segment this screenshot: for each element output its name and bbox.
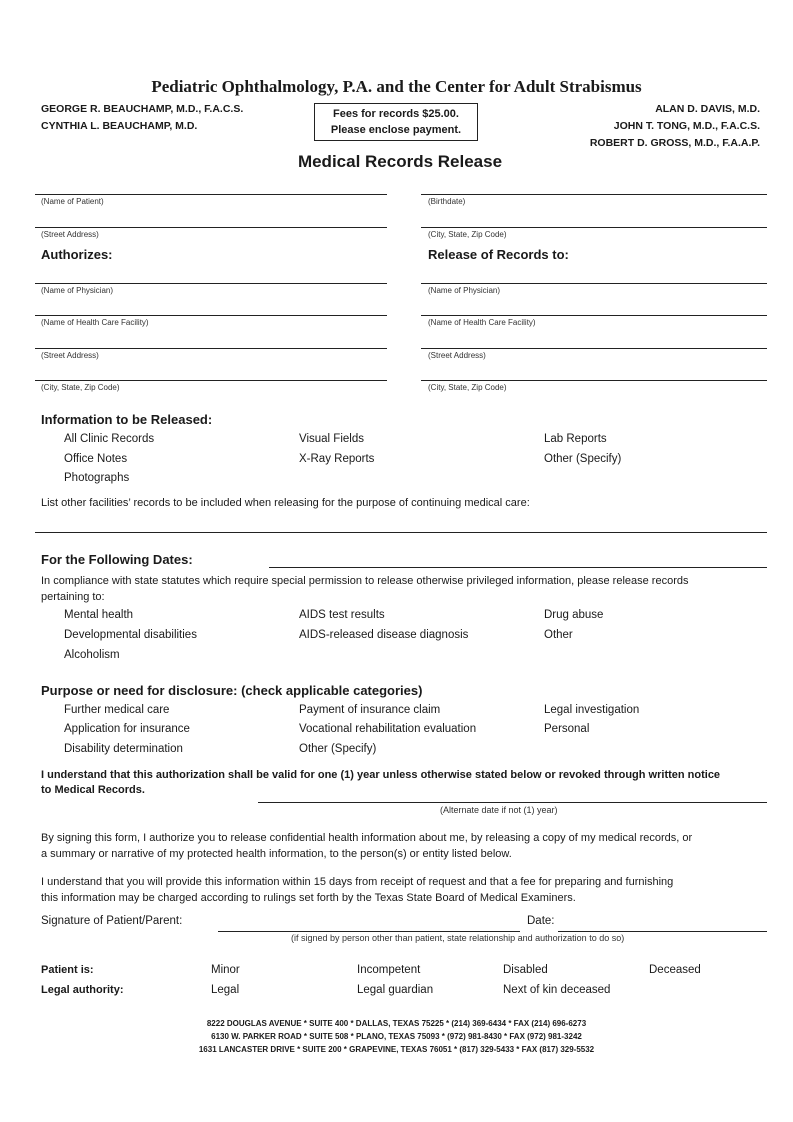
option-lab-reports[interactable]: Lab Reports bbox=[544, 433, 607, 445]
release-facility-caption: (Name of Health Care Facility) bbox=[428, 318, 536, 327]
legal-authority-label: Legal authority: bbox=[41, 984, 124, 996]
consent-p1-line-1: By signing this form, I authorize you to release confidential health information about me, by releasing a copy of my medical records, or bbox=[41, 832, 693, 844]
practice-title: Pediatric Ophthalmology, P.A. and the Center for Adult Strabismus bbox=[151, 77, 642, 96]
release-street-field[interactable] bbox=[421, 348, 767, 349]
doctor-name: ALAN D. DAVIS, M.D. bbox=[655, 103, 760, 115]
option-alcoholism[interactable]: Alcoholism bbox=[64, 649, 120, 661]
birthdate-field[interactable] bbox=[421, 194, 767, 195]
auth-physician-caption: (Name of Physician) bbox=[41, 286, 114, 295]
alternate-date-caption: (Alternate date if not (1) year) bbox=[440, 805, 558, 815]
other-facilities-text: List other facilities’ records to be included when releasing for the purpose of continuing medical care: bbox=[41, 497, 530, 509]
validity-line-2: to Medical Records. bbox=[41, 784, 145, 796]
patient-is-label: Patient is: bbox=[41, 964, 94, 976]
info-released-heading: Information to be Released: bbox=[41, 412, 213, 427]
address-line: 6130 W. PARKER ROAD * SUITE 508 * PLANO, TEXAS 75093 * (972) 981-8430 * FAX (972) 981-3242 bbox=[211, 1032, 582, 1041]
signature-caption: (if signed by person other than patient, state relationship and authorization to do so) bbox=[291, 933, 625, 943]
option-aids-released-diagnosis[interactable]: AIDS-released disease diagnosis bbox=[299, 629, 469, 641]
option-minor[interactable]: Minor bbox=[211, 964, 240, 976]
option-mental-health[interactable]: Mental health bbox=[64, 609, 134, 621]
patient-name-field[interactable] bbox=[35, 194, 387, 195]
signature-label: Signature of Patient/Parent: bbox=[41, 915, 183, 927]
auth-city-caption: (City, State, Zip Code) bbox=[41, 383, 120, 392]
option-drug-abuse[interactable]: Drug abuse bbox=[544, 609, 604, 621]
fee-line: Please enclose payment. bbox=[330, 124, 462, 136]
option-aids-test-results[interactable]: AIDS test results bbox=[299, 609, 385, 621]
doctor-name: CYNTHIA L. BEAUCHAMP, M.D. bbox=[41, 120, 198, 132]
signature-date-field[interactable] bbox=[558, 931, 767, 932]
release-city-field[interactable] bbox=[421, 380, 767, 381]
option-legal-investigation[interactable]: Legal investigation bbox=[544, 704, 640, 716]
release-to-heading: Release of Records to: bbox=[428, 247, 569, 262]
option-application-insurance[interactable]: Application for insurance bbox=[64, 723, 190, 735]
validity-line-1: I understand that this authorization shall be valid for one (1) year unless otherwise stated below or revoked through written notice bbox=[41, 769, 721, 781]
consent-p1-line-2: a summary or narrative of my protected health information, to the person(s) or entity listed below. bbox=[41, 848, 512, 860]
other-facilities-field[interactable] bbox=[35, 532, 767, 533]
consent-p2-line-2: this information may be charged according to rulings set forth by the Texas State Board of Medical Examiners. bbox=[41, 892, 576, 904]
option-payment-insurance-claim[interactable]: Payment of insurance claim bbox=[299, 704, 441, 716]
patient-street-field[interactable] bbox=[35, 227, 387, 228]
auth-facility-field[interactable] bbox=[35, 315, 387, 316]
address-line: 1631 LANCASTER DRIVE * SUITE 200 * GRAPEVINE, TEXAS 76051 * (817) 329-5433 * FAX (817) 329-5532 bbox=[198, 1045, 595, 1054]
option-developmental-disabilities[interactable]: Developmental disabilities bbox=[64, 629, 197, 641]
address-line: 8222 DOUGLAS AVENUE * SUITE 400 * DALLAS, TEXAS 75225 * (214) 369-6434 * FAX (214) 696-6273 bbox=[206, 1019, 587, 1028]
option-x-ray-reports[interactable]: X-Ray Reports bbox=[299, 453, 375, 465]
release-physician-field[interactable] bbox=[421, 283, 767, 284]
option-incompetent[interactable]: Incompetent bbox=[357, 964, 421, 976]
auth-street-caption: (Street Address) bbox=[41, 351, 99, 360]
auth-city-field[interactable] bbox=[35, 380, 387, 381]
authorizes-heading: Authorizes: bbox=[41, 247, 113, 262]
doctor-name: JOHN T. TONG, M.D., F.A.C.S. bbox=[613, 120, 760, 132]
compliance-line-1: In compliance with state statutes which require special permission to release otherwise privileged information, please release records bbox=[41, 575, 689, 587]
option-further-medical-care[interactable]: Further medical care bbox=[64, 704, 170, 716]
option-purpose-other-specify[interactable]: Other (Specify) bbox=[299, 743, 377, 755]
option-other[interactable]: Other bbox=[544, 629, 573, 641]
option-disability-determination[interactable]: Disability determination bbox=[64, 743, 183, 755]
option-personal[interactable]: Personal bbox=[544, 723, 590, 735]
auth-facility-caption: (Name of Health Care Facility) bbox=[41, 318, 149, 327]
release-facility-field[interactable] bbox=[421, 315, 767, 316]
patient-city-caption: (City, State, Zip Code) bbox=[428, 230, 507, 239]
compliance-line-2: pertaining to: bbox=[41, 591, 105, 603]
release-city-caption: (City, State, Zip Code) bbox=[428, 383, 507, 392]
option-visual-fields[interactable]: Visual Fields bbox=[299, 433, 364, 445]
patient-name-caption: (Name of Patient) bbox=[41, 197, 104, 206]
left-doctors bbox=[41, 101, 243, 135]
release-physician-caption: (Name of Physician) bbox=[428, 286, 501, 295]
option-vocational-rehabilitation[interactable]: Vocational rehabilitation evaluation bbox=[299, 723, 477, 735]
option-all-clinic-records[interactable]: All Clinic Records bbox=[64, 433, 155, 445]
option-photographs[interactable]: Photographs bbox=[64, 472, 130, 484]
fee-notice bbox=[314, 103, 478, 141]
date-label: Date: bbox=[527, 915, 555, 927]
release-street-caption: (Street Address) bbox=[428, 351, 486, 360]
dates-field[interactable] bbox=[269, 567, 767, 568]
consent-p2-line-1: I understand that you will provide this information within 15 days from receipt of request and that a fee for preparing and furnishing bbox=[41, 876, 674, 888]
doctor-name: ROBERT D. GROSS, M.D., F.A.A.P. bbox=[589, 137, 760, 149]
purpose-heading: Purpose or need for disclosure: (check applicable categories) bbox=[41, 683, 423, 698]
birthdate-caption: (Birthdate) bbox=[428, 197, 466, 206]
option-legal[interactable]: Legal bbox=[211, 984, 240, 996]
patient-city-field[interactable] bbox=[421, 227, 767, 228]
option-next-of-kin-deceased[interactable]: Next of kin deceased bbox=[503, 984, 611, 996]
auth-street-field[interactable] bbox=[35, 348, 387, 349]
footer-addresses bbox=[0, 1017, 793, 1056]
fee-line: Fees for records $25.00. bbox=[333, 108, 459, 120]
dates-heading: For the Following Dates: bbox=[41, 552, 193, 567]
option-disabled[interactable]: Disabled bbox=[503, 964, 548, 976]
right-doctors bbox=[590, 101, 760, 152]
option-deceased[interactable]: Deceased bbox=[649, 964, 701, 976]
option-other-specify[interactable]: Other (Specify) bbox=[544, 453, 622, 465]
option-legal-guardian[interactable]: Legal guardian bbox=[357, 984, 434, 996]
auth-physician-field[interactable] bbox=[35, 283, 387, 284]
form-title: Medical Records Release bbox=[297, 152, 503, 171]
doctor-name: GEORGE R. BEAUCHAMP, M.D., F.A.C.S. bbox=[41, 103, 244, 115]
alternate-date-field[interactable] bbox=[258, 802, 767, 803]
option-office-notes[interactable]: Office Notes bbox=[64, 453, 128, 465]
patient-street-caption: (Street Address) bbox=[41, 230, 99, 239]
signature-field[interactable] bbox=[218, 931, 520, 932]
